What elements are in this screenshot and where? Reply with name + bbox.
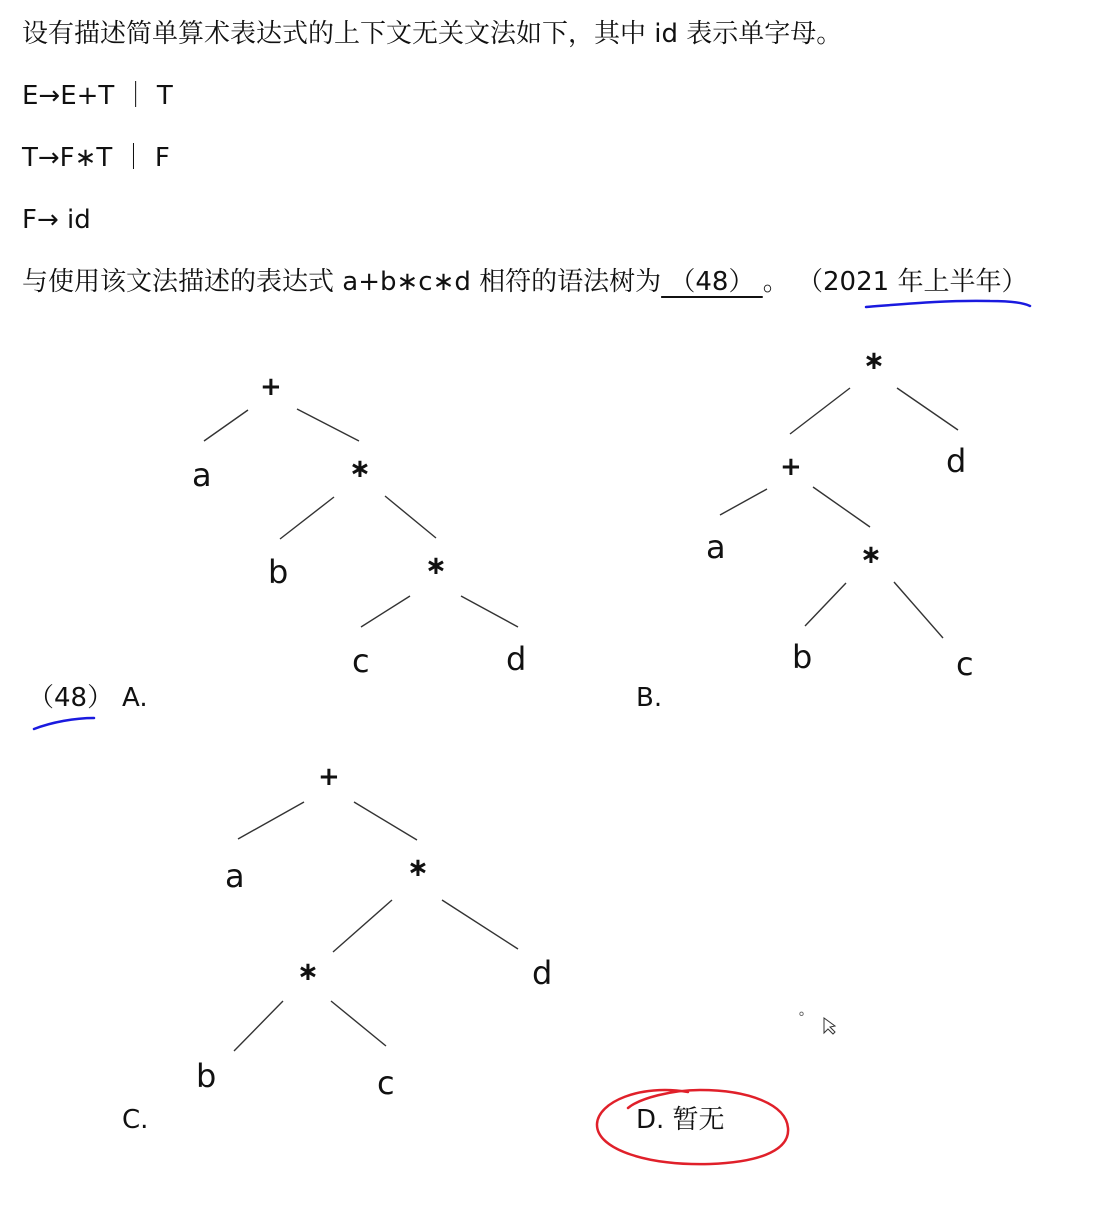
cursor-icon (824, 1018, 835, 1034)
option-d-label[interactable]: D. 暂无 (636, 1105, 725, 1135)
edge-b-plus-right (813, 487, 870, 527)
edge-c-mul1-right (442, 900, 518, 949)
edge-a-root-right (297, 409, 359, 441)
tree-a-root: + (260, 372, 282, 402)
edge-b-mul-right (894, 582, 943, 638)
edge-c-mul2-left (234, 1001, 283, 1051)
question-intro: 设有描述简单算术表达式的上下文无关文法如下，其中 id 表示单字母。 (22, 19, 843, 49)
option-a-label[interactable]: A. (122, 683, 148, 713)
tree-c-node-mul1: ∗ (407, 853, 429, 883)
edge-a-mul1-right (385, 496, 436, 538)
grammar-rule-t: T→F∗T ｜ F (22, 143, 170, 173)
grammar-rule-e: E→E+T ｜ T (22, 81, 173, 111)
edge-a-root-left (204, 410, 248, 441)
year-underline-annotation (866, 301, 1030, 307)
tree-a-node-mul2: ∗ (425, 551, 447, 581)
tree-a-node-d: d (506, 640, 527, 678)
option-b-label[interactable]: B. (636, 683, 663, 713)
small-dot: ° (798, 1010, 805, 1026)
edge-a-mul1-left (280, 497, 334, 539)
edge-b-root-right (897, 388, 958, 430)
tree-c-node-d: d (532, 954, 553, 992)
edge-b-root-left (790, 388, 850, 434)
tree-b-node-a: a (706, 528, 726, 566)
prompt-year: 。 （2021 年上半年） (762, 267, 1028, 297)
edge-c-mul2-right (331, 1001, 386, 1046)
tree-c-node-c: c (377, 1064, 395, 1102)
tree-edges (204, 388, 958, 1051)
tree-a-node-c: c (352, 642, 370, 680)
prompt-text: 与使用该文法描述的表达式 a+b∗c∗d 相符的语法树为 (22, 267, 662, 297)
edge-c-root-right (354, 802, 417, 840)
tree-b-root: ∗ (863, 346, 885, 376)
edge-b-plus-left (720, 489, 767, 515)
edge-c-mul1-left (333, 900, 392, 952)
option-number-underline-annotation (34, 718, 94, 729)
tree-c-node-b: b (196, 1057, 217, 1095)
tree-c-node-mul2: ∗ (297, 957, 319, 987)
tree-c-root: + (318, 762, 340, 792)
grammar-rule-f: F→ id (22, 205, 91, 235)
option-number: （48） (28, 683, 114, 713)
tree-a-node-a: a (192, 456, 212, 494)
tree-b-node-c: c (956, 645, 974, 683)
tree-a-node-b: b (268, 553, 289, 591)
answer-blank: （48） (661, 267, 763, 297)
option-d-circle-annotation (597, 1090, 788, 1164)
edge-c-root-left (238, 802, 304, 839)
tree-b-node-mul: ∗ (860, 540, 882, 570)
option-c-label[interactable]: C. (122, 1105, 149, 1135)
tree-c-node-a: a (225, 857, 245, 895)
edge-b-mul-left (805, 583, 846, 626)
tree-b-node-b: b (792, 638, 813, 676)
tree-a-node-mul1: ∗ (349, 454, 371, 484)
edge-a-mul2-right (461, 596, 518, 627)
tree-b-node-plus: + (780, 452, 802, 482)
tree-b-node-d: d (946, 442, 967, 480)
edge-a-mul2-left (361, 596, 410, 627)
